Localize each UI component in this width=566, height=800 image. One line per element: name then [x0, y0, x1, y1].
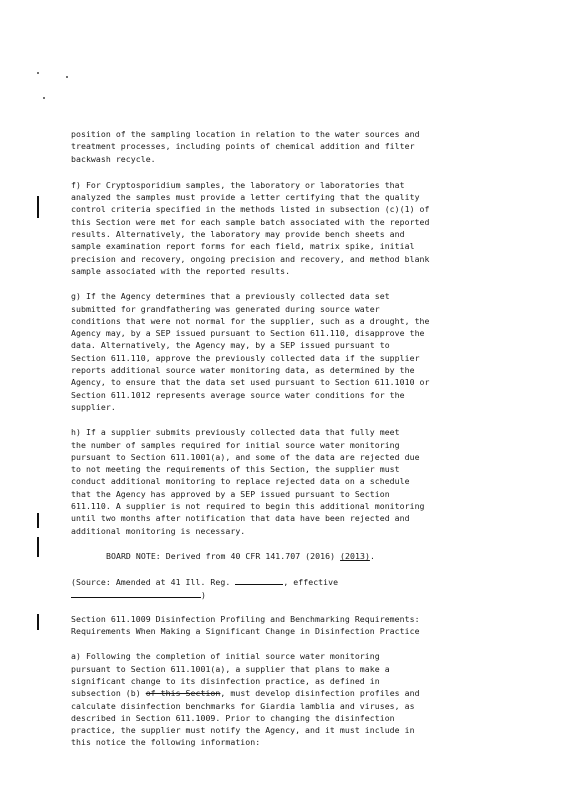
board-note-label: BOARD NOTE:	[106, 550, 161, 561]
text-line: h) If a supplier submits previously collected data that fully meet	[71, 427, 400, 438]
text-line: analyzed the samples must provide a letter certifying that the quality	[71, 192, 420, 203]
text-line: to not meeting the requirements of this Section, the supplier must	[71, 464, 400, 475]
text-line: described in Section 611.1009. Prior to changing the disinfection	[71, 712, 395, 723]
text-line: supplier.	[71, 401, 116, 412]
text-line: this notice the following information:	[71, 737, 261, 748]
source-end: )	[201, 589, 206, 600]
text-line: position of the sampling location in relation to the water sources and	[71, 129, 420, 139]
register-page-blank	[235, 575, 283, 585]
text-line: that the Agency has approved by a SEP issued pursuant to Section	[71, 488, 390, 499]
text-line: Agency, to ensure that the data set used pursuant to Section 611.1010 or	[71, 377, 430, 388]
section-heading	[71, 613, 501, 638]
text-line: a) Following the completion of initial source water monitoring	[71, 651, 380, 662]
subsection-f	[71, 179, 501, 277]
text-line: reports additional source water monitoring data, as determined by the	[71, 365, 415, 376]
scan-speck	[43, 97, 45, 99]
text-line: practice, the supplier must notify the Agency, and it must include in	[71, 725, 415, 736]
subsection-a-ref: subsection (b)	[71, 688, 146, 699]
subsection-a	[71, 650, 501, 748]
text-line: Section 611.1012 represents average source water conditions for the	[71, 389, 405, 400]
text-line: Section 611.110, approve the previously collected data if the supplier	[71, 352, 420, 363]
document-body	[71, 128, 501, 762]
text-line: this Section were met for each sample batch associated with the reported	[71, 216, 430, 227]
intro-paragraph	[71, 128, 501, 165]
text-line: conditions that were not normal for the supplier, such as a drought, the	[71, 315, 430, 326]
board-note-end: .	[369, 550, 375, 561]
text-line: sample associated with the reported results.	[71, 265, 291, 276]
text-line: 611.110. A supplier is not required to begin this additional monitoring	[71, 501, 425, 512]
board-note-struck-year: (2013)	[340, 550, 370, 561]
effective-date-blank	[71, 588, 201, 598]
text-line: data. Alternatively, the Agency may, by a SEP issued pursuant to	[71, 340, 390, 351]
source-middle: , effective	[283, 577, 339, 588]
text-line: calculate disinfection benchmarks for Giardia lamblia and viruses, as	[71, 700, 415, 711]
source-line	[71, 575, 501, 587]
text-line: control criteria specified in the methods listed in subsection (c)(1) of	[71, 204, 430, 215]
text-line: additional monitoring is necessary.	[71, 525, 246, 536]
source-note	[71, 575, 501, 600]
text-line: pursuant to Section 611.1001(a), and some of the data are rejected due	[71, 451, 420, 462]
subsection-g	[71, 290, 501, 413]
text-line: g) If the Agency determines that a previously collected data set	[71, 291, 390, 302]
text-line: the number of samples required for initial source water monitoring	[71, 439, 400, 450]
scan-speck	[66, 76, 68, 78]
text-line: sample examination report forms for each field, matrix spike, initial	[71, 241, 415, 252]
struck-text: of this Section	[145, 688, 221, 699]
text-line: Agency may, by a SEP issued pursuant to Section 611.110, disapprove the	[71, 328, 425, 339]
board-note-line	[106, 550, 501, 562]
text-line: backwash recycle.	[71, 153, 156, 164]
text-line: conduct additional monitoring to replace rejected data on a schedule	[71, 476, 410, 487]
board-note	[71, 550, 501, 562]
revision-bar	[37, 614, 39, 630]
text-line: treatment processes, including points of chemical addition and filter	[71, 141, 415, 152]
subsection-a-continued: , must develop disinfection profiles and	[220, 688, 420, 699]
text-line	[71, 687, 501, 699]
scan-speck	[37, 72, 39, 74]
revision-bar	[37, 537, 39, 557]
revision-bar	[37, 513, 39, 528]
section-heading-line: Requirements When Making a Significant Change in Disinfection Practice	[71, 626, 420, 637]
text-line: pursuant to Section 611.1001(a), a supplier that plans to make a	[71, 663, 390, 674]
source-line	[71, 588, 501, 600]
text-line: results. Alternatively, the laboratory may provide bench sheets and	[71, 229, 405, 240]
subsection-h	[71, 426, 501, 537]
text-line: submitted for grandfathering was generated during source water	[71, 303, 380, 314]
source-prefix: (Source: Amended at 41 Ill. Reg.	[71, 577, 236, 588]
text-line: until two months after notification that data have been rejected and	[71, 513, 410, 524]
board-note-text: Derived from 40 CFR 141.707 (2016)	[160, 550, 341, 561]
section-heading-line: Section 611.1009 Disinfection Profiling and Benchmarking Requirements:	[71, 613, 420, 624]
text-line: significant change to its disinfection practice, as defined in	[71, 675, 380, 686]
text-line: precision and recovery, ongoing precision and recovery, and method blank	[71, 253, 430, 264]
text-line: f) For Cryptosporidium samples, the laboratory or laboratories that	[71, 179, 405, 190]
revision-bar	[37, 196, 39, 218]
